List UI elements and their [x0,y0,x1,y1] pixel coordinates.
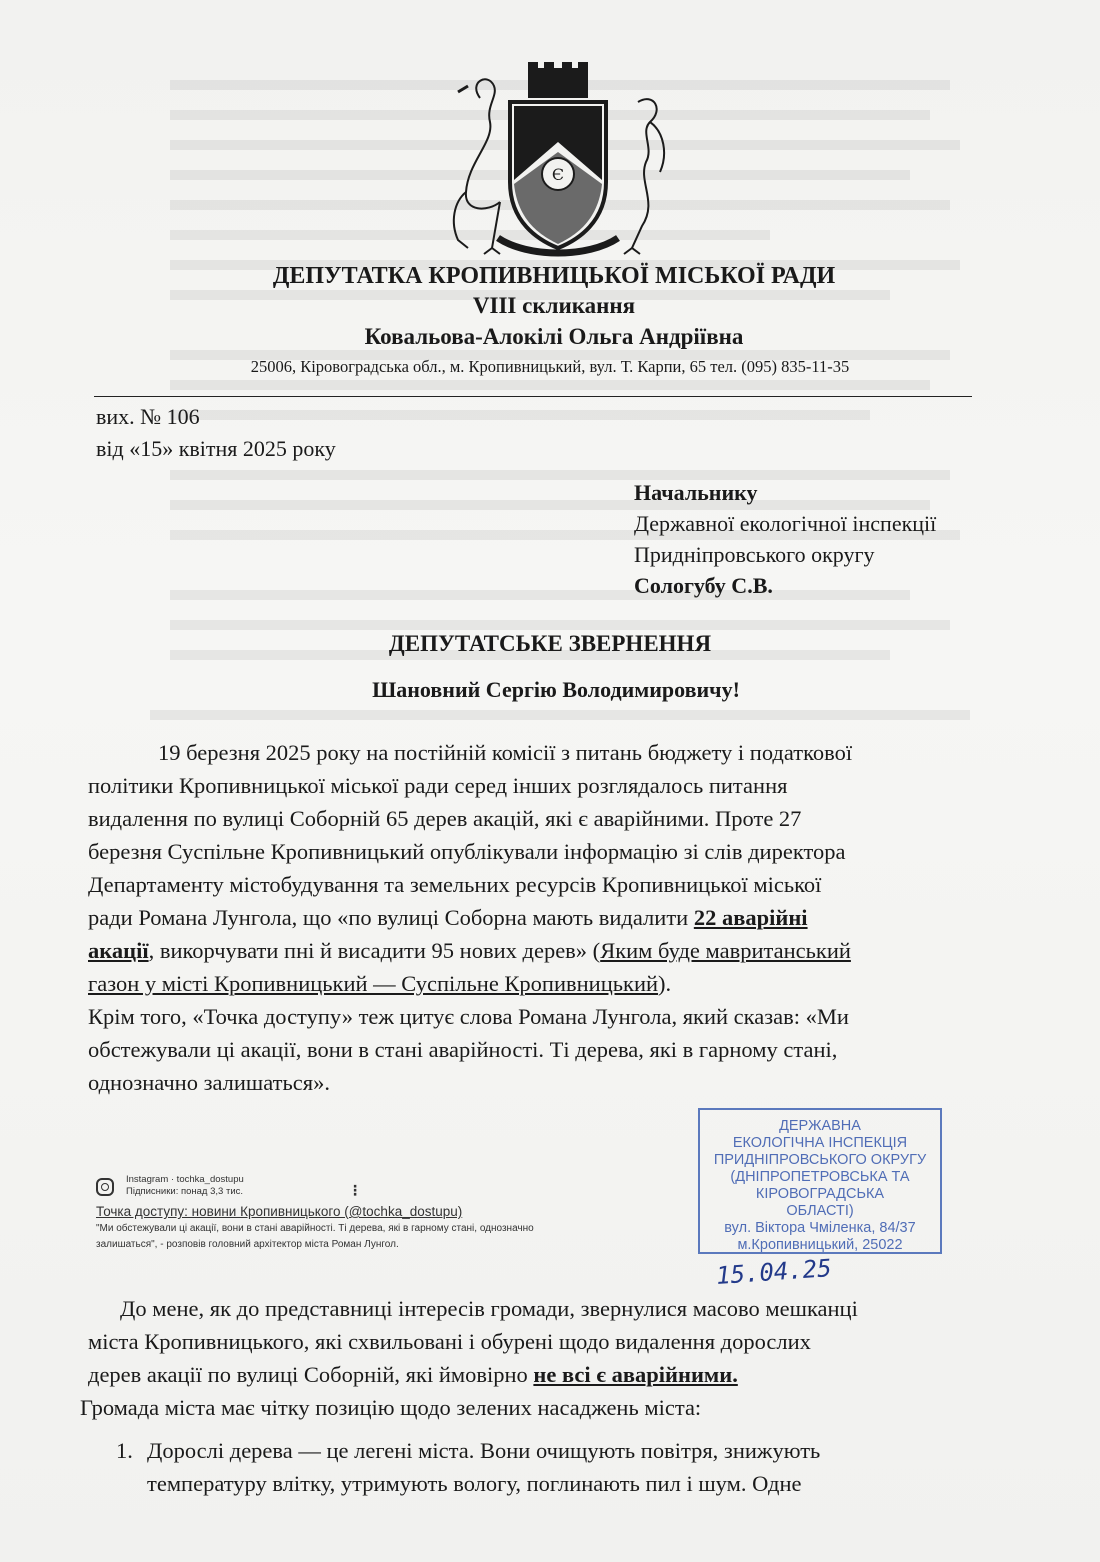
paragraph-line: політики Кропивницької міської ради серед інших розглядалось питання [88,773,788,798]
post-title: Точка доступу: новини Кропивницького (@tochka_dostupu) [96,1204,463,1219]
paragraph-line: До мене, як до представниці інтересів громади, звернулися масово мешканці [120,1296,858,1321]
addressee-organization: Державної екологічної інспекції [634,511,937,536]
paragraph-line: Департаменту містобудування та земельних ресурсів Кропивницької міської [88,872,822,897]
salutation: Шановний Сергію Володимировичу! [372,677,740,702]
header-address: 25006, Кіровоградська обл., м. Кропивницький, вул. Т. Карпи, 65 тел. (095) 835-11-35 [250,357,850,376]
coat-of-arms-icon [428,62,688,262]
stamp-line: ЕКОЛОГІЧНА ІНСПЕКЦІЯ [732,1135,908,1151]
instagram-icon [96,1178,114,1196]
header-convocation: VIII скликання [472,293,636,318]
header-deputy-name: Ковальова-Алокілі Ольга Андріївна [364,324,744,349]
source-link[interactable]: Яким буде мавританський [600,938,851,963]
addressee-block [634,477,936,601]
paragraph-line [88,901,1018,934]
emphasis-text: 22 аварійні [693,905,808,930]
emphasis-text: не всі є аварійними. [533,1362,738,1387]
list-item-line: температуру влітку, утримують вологу, поглинають пил і шум. Одне [147,1471,802,1496]
more-vertical-icon: ⋮ [348,1182,362,1198]
svg-text:Є: Є [551,165,565,184]
post-quote: залишаться", - розповів головний архітектор міста Роман Лунгол. [96,1239,399,1250]
paragraph-line: обстежували ці акації, вони в стані аварійності. Ті дерева, які в гарному стані, [88,1037,838,1062]
stamp-line: (ДНІПРОПЕТРОВСЬКА ТА [730,1169,910,1185]
paragraph-line [88,1358,1018,1391]
addressee-position: Начальнику [634,480,758,505]
document-title: ДЕПУТАТСЬКЕ ЗВЕРНЕННЯ [388,631,712,656]
emphasis-text: акації [88,938,149,963]
text-run: дерев акації по вулиці Соборній, які ймовірно [88,1362,534,1387]
paragraph-2 [80,1292,1018,1424]
addressee-name: Сологубу С.В. [634,573,773,598]
list-item-line: Дорослі дерева — це легені міста. Вони очищують повітря, знижують [147,1438,821,1463]
outgoing-number: вих. № 106 [96,404,200,429]
post-quote: "Ми обстежували ці акації, вони в стані аварійності. Ті дерева, які в гарному стані, однозначно [96,1223,534,1234]
stamp-line: ПРИДНІПРОВСЬКОГО ОКРУГУ [713,1152,927,1168]
paragraph-line: однозначно залишаться». [88,1070,330,1095]
paragraph-line: міста Кропивницького, які схвильовані і обурені щодо видалення дорослих [88,1329,811,1354]
list-number: 1. [116,1438,133,1463]
text-run: , викорчувати пні й висадити 95 нових дерев» ( [148,938,601,963]
paragraph-line: Громада міста має чітку позицію щодо зелених насаджень міста: [80,1395,702,1420]
stamp-line: КІРОВОГРАДСЬКА [755,1186,885,1202]
paragraph-line: Крім того, «Точка доступу» теж цитує слова Романа Лунгола, який сказав: «Ми [88,1004,849,1029]
text-run: ради Романа Лунгола, що «по вулиці Соборна мають видалити [88,905,694,930]
header-title: ДЕПУТАТКА КРОПИВНИЦЬКОЇ МІСЬКОЇ РАДИ [272,263,836,289]
stamp-line: вул. Віктора Чміленка, 84/37 [724,1220,916,1236]
source-link[interactable]: газон у місті Кропивницький — Суспільне Кропивницький [88,971,659,996]
post-account: Instagram · tochka_dostupu [126,1174,244,1185]
outgoing-date: від «15» квітня 2025 року [96,436,336,461]
handwritten-date: 15.04.25 [715,1254,833,1290]
addressee-district: Придніпровського округу [634,542,875,567]
post-followers: Підписники: понад 3,3 тис. [126,1186,244,1197]
paragraph-line: 19 березня 2025 року на постійній комісії з питань бюджету і податкової [158,740,853,765]
stamp-line: м.Кропивницький, 25022 [737,1237,903,1253]
paragraph-line [88,967,1018,1000]
instagram-post-screenshot [96,1170,536,1260]
paragraph-line [88,934,1018,967]
stamp-line: ОБЛАСТІ) [786,1203,854,1219]
header-divider [94,396,972,397]
registration-stamp [698,1108,942,1254]
paragraph-line: видалення по вулиці Соборній 65 дерев акацій, які є аварійними. Проте 27 [88,806,802,831]
stamp-line: ДЕРЖАВНА [779,1118,861,1134]
text-run: ). [658,971,672,996]
paragraph-1 [88,736,1018,1099]
paragraph-line: березня Суспільне Кропивницький опублікували інформацію зі слів директора [88,839,846,864]
